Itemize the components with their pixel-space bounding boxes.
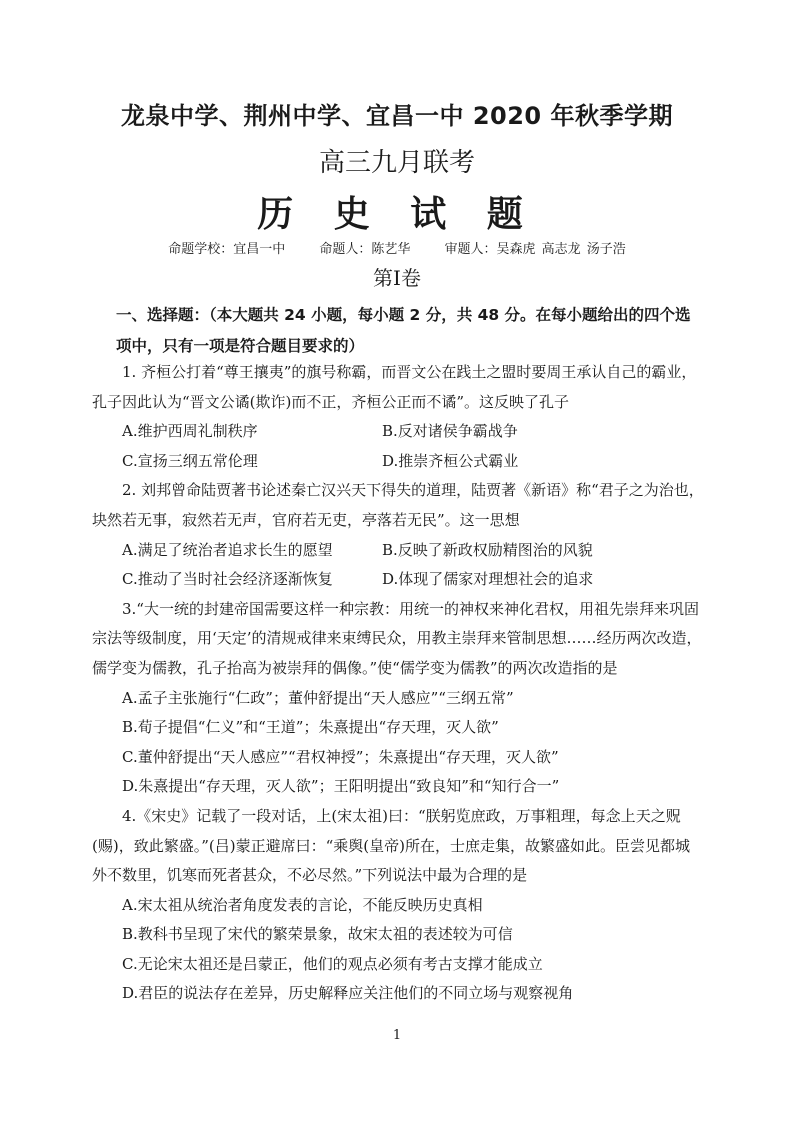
option-a: A.宋太祖从统治者角度发表的言论，不能反映历史真相 [122,895,483,914]
meta-school: 命题学校：宜昌一中 [168,242,286,257]
question-stem: 4.《宋史》记载了一段对话，上(宋太祖)曰：“朕躬览庶政，万事粗理，每念上天之贶(赐)，致此繁盛。”(吕)蒙正避席曰：“乘舆(皇帝)所在，士庶走集，故繁盛如此。臣尝见都城外不数里，饥寒而死者甚众，不必尽然。”下列说法中最为合理的是 [92,806,690,885]
option-c: C.无论宋太祖还是吕蒙正，他们的观点必须有考古支撑才能成立 [122,954,543,973]
question-stem: 3.“大一统的封建帝国需要这样一种宗教：用统一的神权来神化君权，用祖先崇拜来巩固宗法等级制度，用‘天定’的清规戒律来束缚民众，用教主崇拜来管制思想……经历两次改造，儒学变为儒教，孔子抬高为被崇拜的偶像。”使“儒学变为儒教”的两次改造指的是 [92,599,702,677]
option-d: D.朱熹提出“存天理，灭人欲”；王阳明提出“致良知”和“知行合一” [122,777,560,796]
option-a: A.维护西周礼制秩序 [122,422,258,441]
option-a: A.满足了统治者追求长生的愿望 [122,540,333,559]
option-row [92,536,704,566]
question-list [92,358,704,1009]
option-c: C.宣扬三纲五常伦理 [122,451,258,470]
option-c: C.董仲舒提出“天人感应”“君权神授”；朱熹提出“存天理，灭人欲” [122,747,559,766]
option-d: D.君臣的说法存在差异，历史解释应关注他们的不同立场与观察视角 [122,984,574,1003]
exam-header-schools: 龙泉中学、荆州中学、宜昌一中 2020 年秋季学期 [120,102,673,130]
option-row [92,417,704,447]
page-number: 1 [392,1028,402,1043]
exam-header-exam-name: 高三九月联考 [318,148,475,178]
question-stem: 1. 齐桓公打着“尊王攘夷”的旗号称霸，而晋文公在践土之盟时要周王承认自己的霸业，孔子因此认为“晋文公谲(欺诈)而不正，齐桓公正而不谲”。这反映了孔子 [92,363,697,411]
volume-label: 第Ⅰ卷 [373,266,421,290]
page-title: 历 史 试 题 [257,194,537,235]
option-b: B.反对诸侯争霸战争 [382,422,518,441]
option-b: B.荀子提倡“仁义”和“王道”；朱熹提出“存天理，灭人欲” [122,718,499,737]
option-b: B.反映了新政权励精图治的风貌 [382,540,593,559]
exam-meta [0,238,794,257]
question-stem: 2. 刘邦曾命陆贾著书论述秦亡汉兴天下得失的道理，陆贾著《新语》称“君子之为治也，块然若无事，寂然若无声，官府若无吏，亭落若无民”。这一思想 [92,481,704,529]
option-row [92,565,704,595]
option-a: A.孟子主张施行“仁政”；董仲舒提出“天人感应”“三纲五常” [122,688,514,707]
option-d: D.推崇齐桓公式霸业 [382,451,519,470]
option-c: C.推动了当时社会经济逐渐恢复 [122,570,333,589]
option-row [92,447,704,477]
section-heading: 一、选择题：（本大题共 24 小题，每小题 2 分，共 48 分。在每小题给出的四个选项中，只有一项是符合题目要求的） [116,306,691,355]
option-b: B.教科书呈现了宋代的繁荣景象，故宋太祖的表述较为可信 [122,925,513,944]
meta-reviewers: 审题人：吴森虎 高志龙 汤子浩 [444,242,626,257]
meta-author: 命题人：陈艺华 [319,242,411,257]
option-d: D.体现了儒家对理想社会的追求 [382,570,594,589]
